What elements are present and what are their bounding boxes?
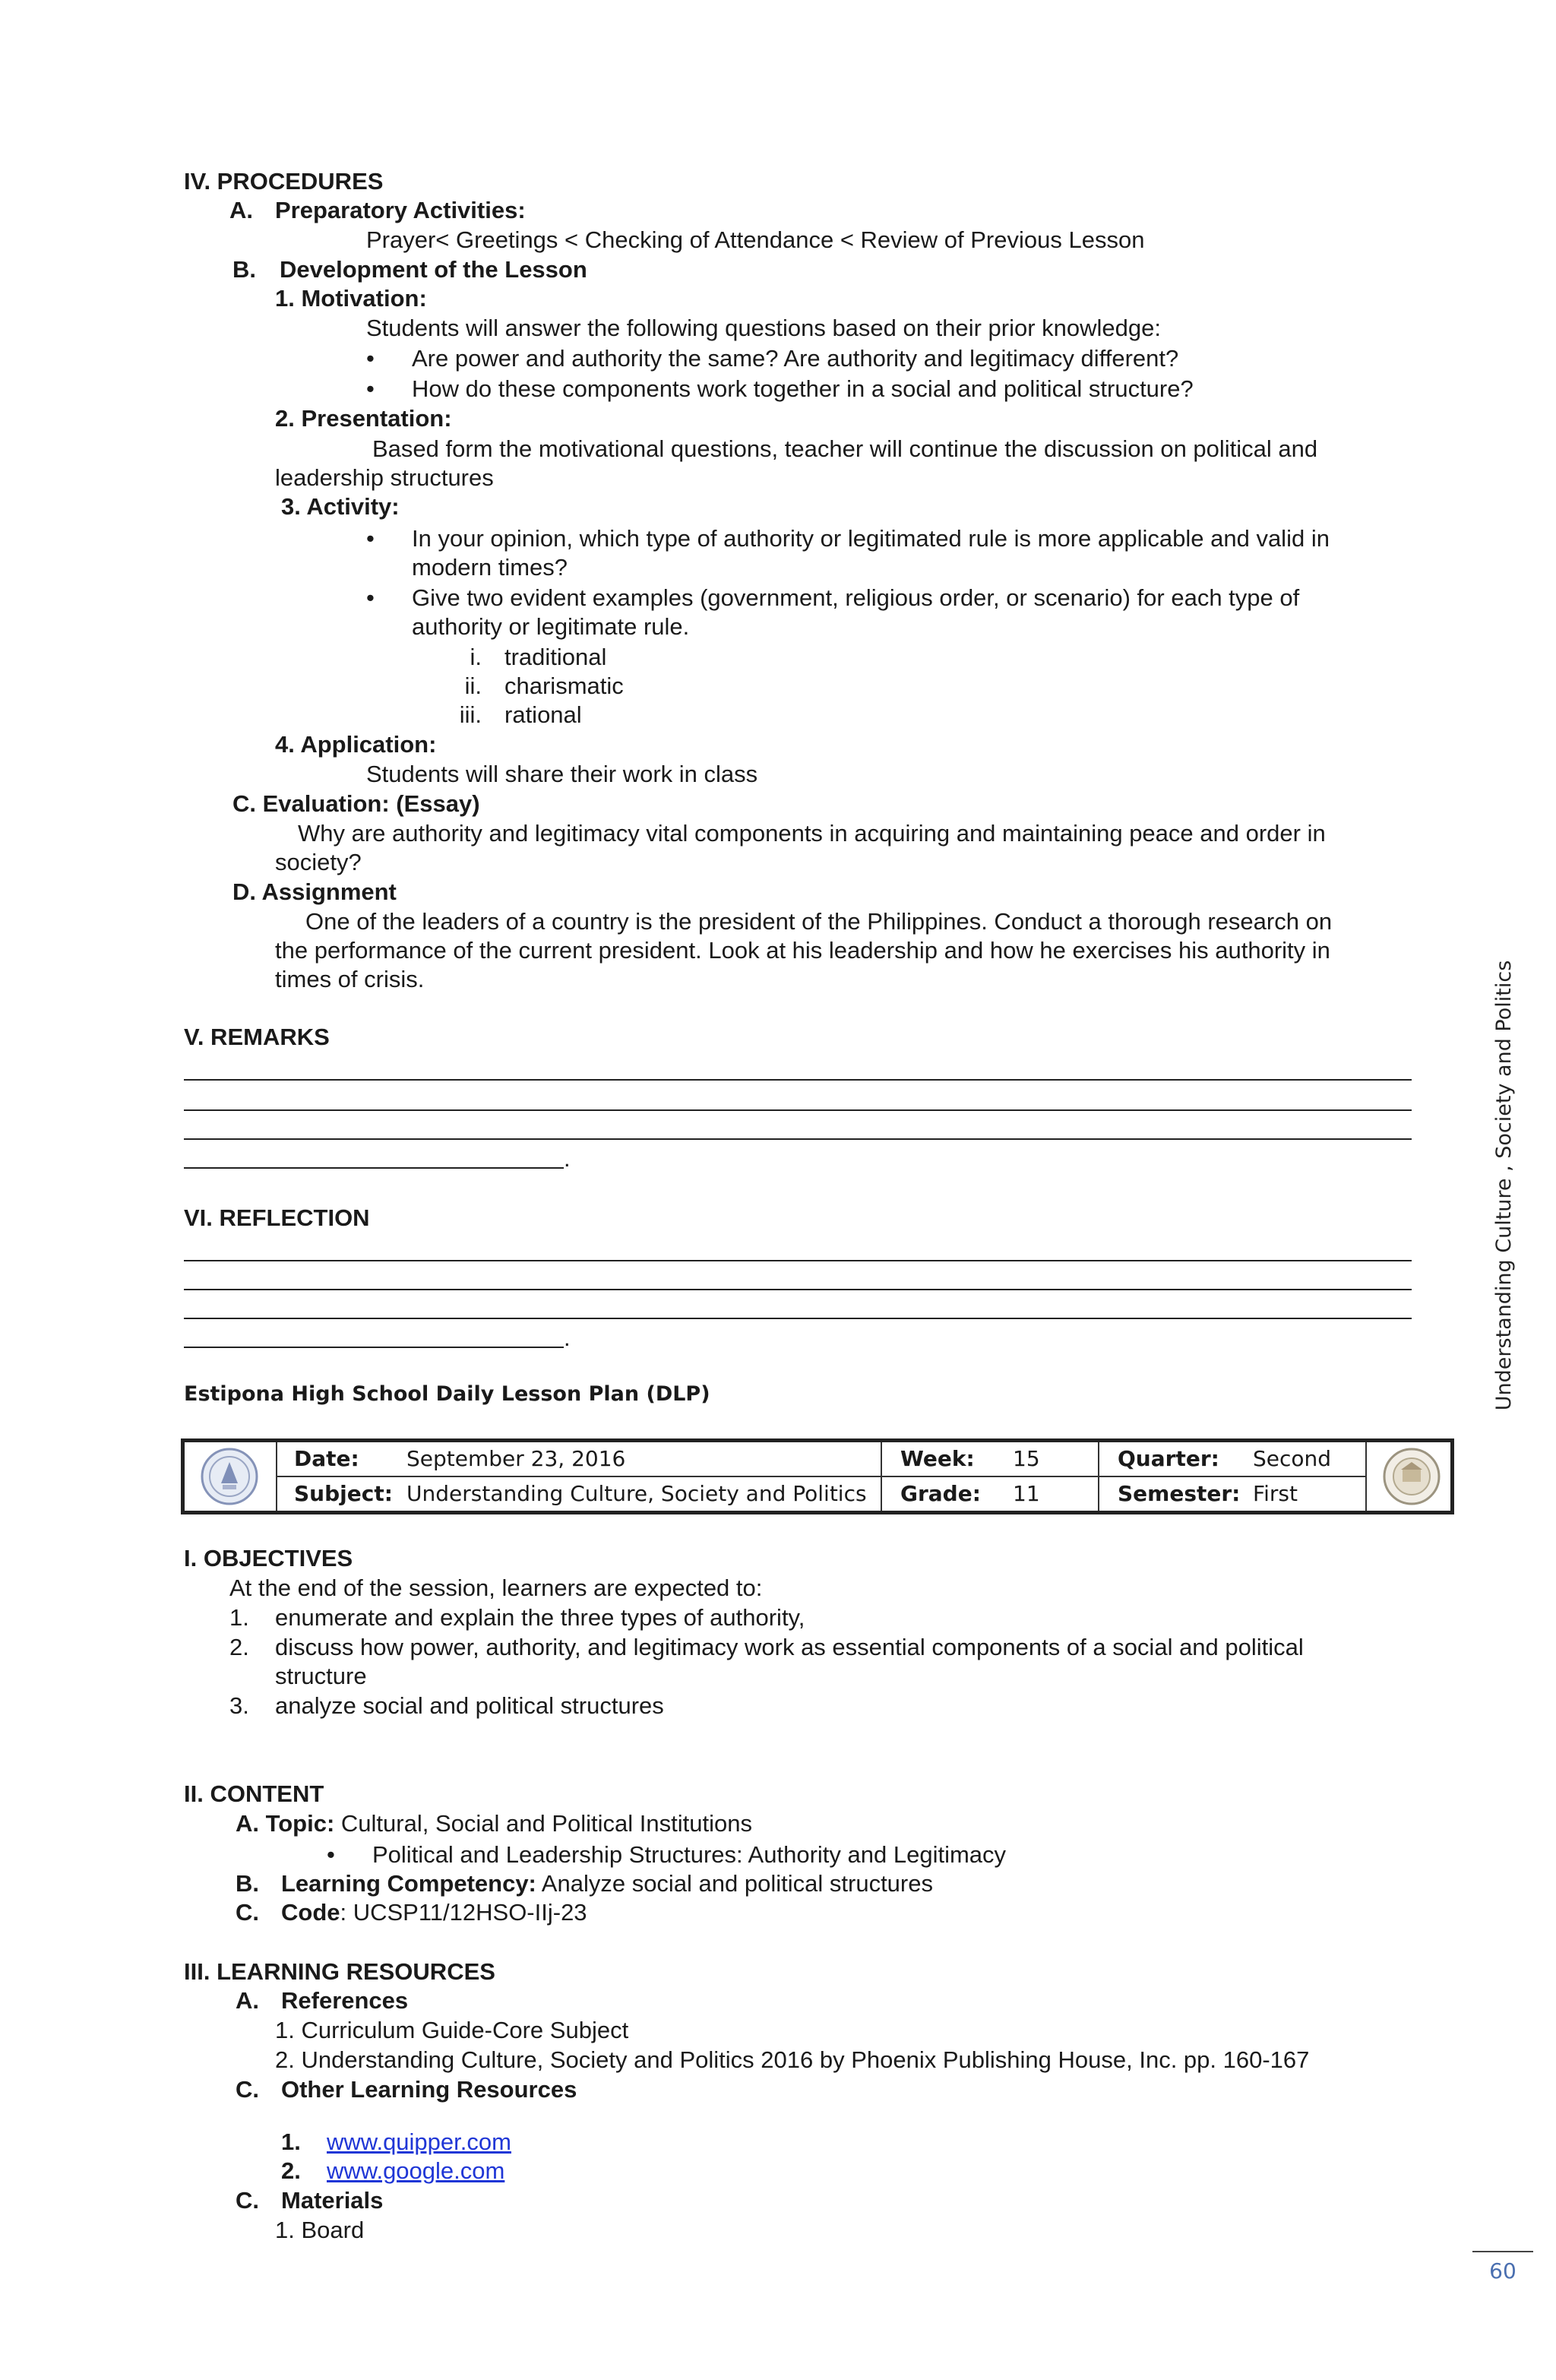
bullet-icon: • — [366, 345, 375, 372]
evaluation-text-line: Why are authority and legitimacy vital components in acquiring and maintaining peace and order in — [298, 820, 1326, 847]
objective-text: enumerate and explain the three types of authority, — [275, 1604, 805, 1631]
link-number: 1. — [281, 2128, 301, 2155]
week-value: 15 — [1013, 1446, 1040, 1471]
grade-value: 11 — [1013, 1481, 1040, 1506]
other-resources-title: Other Learning Resources — [281, 2076, 577, 2103]
remarks-heading: V. REMARKS — [184, 1024, 330, 1050]
remarks-line — [184, 1167, 564, 1169]
bullet-icon: • — [327, 1841, 335, 1868]
procedures-heading: IV. PROCEDURES — [184, 168, 384, 195]
evaluation-text-line: society? — [275, 849, 362, 875]
reference-item: 2. Understanding Culture, Society and Politics 2016 by Phoenix Publishing House, Inc. pp. 160-167 — [275, 2046, 1310, 2073]
authority-type: traditional — [504, 644, 607, 670]
application-text: Students will share their work in class — [366, 761, 758, 787]
assignment-text-line: times of crisis. — [275, 966, 425, 992]
week-label: Week: — [900, 1446, 975, 1471]
authority-type: charismatic — [504, 673, 624, 699]
assignment-text-line: One of the leaders of a country is the president of the Philippines. Conduct a thorough research on — [305, 908, 1333, 935]
presentation-text-line: Based form the motivational questions, teacher will continue the discussion on political and — [372, 435, 1318, 462]
dlp-title: Estipona High School Daily Lesson Plan (DLP) — [184, 1382, 710, 1406]
evaluation-title: C. Evaluation: (Essay) — [232, 790, 480, 817]
page-number: 60 — [1489, 2258, 1516, 2283]
application-title: 4. Application: — [275, 731, 437, 758]
objective-text: analyze social and political structures — [275, 1692, 664, 1719]
activity-title: 3. Activity: — [281, 493, 400, 520]
activity-question-line: modern times? — [412, 554, 568, 581]
preparatory-text: Prayer< Greetings < Checking of Attendance < Review of Previous Lesson — [366, 226, 1145, 253]
competency-label: Learning Competency: — [281, 1870, 536, 1897]
activity-question-line: authority or legitimate rule. — [412, 613, 690, 640]
objective-text: structure — [275, 1663, 367, 1689]
table-divider — [1365, 1442, 1367, 1511]
presentation-title: 2. Presentation: — [275, 405, 452, 432]
activity-question-line: In your opinion, which type of authority or legitimated rule is more applicable and valid in — [412, 525, 1330, 552]
materials-title: Materials — [281, 2187, 384, 2214]
activity-question-line: Give two evident examples (government, religious order, or scenario) for each type of — [412, 584, 1300, 611]
bullet-icon: • — [366, 375, 375, 402]
remarks-line — [184, 1079, 1412, 1081]
topic-label: A. Topic: — [236, 1810, 335, 1837]
motivation-title: 1. Motivation: — [275, 285, 427, 312]
roman-numeral: i. — [470, 644, 482, 670]
bullet-icon: • — [366, 584, 375, 611]
content-heading: II. CONTENT — [184, 1780, 324, 1807]
quarter-label: Quarter: — [1118, 1446, 1219, 1471]
materials-letter: C. — [236, 2187, 259, 2214]
competency-label-letter: B. — [236, 1870, 259, 1897]
quarter-value: Second — [1253, 1446, 1332, 1471]
objectives-intro: At the end of the session, learners are expected to: — [229, 1575, 763, 1601]
subject-value: Understanding Culture, Society and Politics — [406, 1481, 867, 1506]
deped-seal-icon — [200, 1447, 259, 1506]
date-label: Date: — [294, 1446, 359, 1471]
preparatory-label: A. — [229, 197, 253, 223]
development-label: B. — [232, 256, 256, 283]
link-number: 2. — [281, 2157, 301, 2184]
content-topic — [236, 1809, 752, 1838]
reference-item: 1. Curriculum Guide-Core Subject — [275, 2017, 629, 2043]
references-letter: A. — [236, 1987, 259, 2014]
topic-bullet: Political and Leadership Structures: Authority and Legitimacy — [372, 1841, 1007, 1868]
reflection-heading: VI. REFLECTION — [184, 1204, 370, 1231]
content-code — [281, 1898, 587, 1927]
development-title: Development of the Lesson — [280, 256, 587, 283]
reflection-line — [184, 1318, 1412, 1319]
reflection-line — [184, 1289, 1412, 1290]
bullet-icon: • — [366, 525, 375, 552]
authority-type: rational — [504, 701, 582, 728]
dlp-header-table — [181, 1438, 1454, 1514]
motivation-question: Are power and authority the same? Are authority and legitimacy different? — [412, 345, 1179, 372]
objective-number: 2. — [229, 1634, 249, 1660]
assignment-title: D. Assignment — [232, 878, 397, 905]
subject-label: Subject: — [294, 1481, 393, 1506]
assignment-text-line: the performance of the current president. Look at his leadership and how he exercises his authority in — [275, 937, 1330, 964]
sidebar-title: Understanding Culture , Society and Politics — [1492, 960, 1516, 1411]
content-competency — [281, 1869, 933, 1898]
preparatory-title: Preparatory Activities: — [275, 197, 526, 223]
competency-text: Analyze social and political structures — [536, 1870, 933, 1897]
code-label-letter: C. — [236, 1899, 259, 1926]
grade-label: Grade: — [900, 1481, 981, 1506]
resources-heading: III. LEARNING RESOURCES — [184, 1958, 495, 1985]
objective-number: 1. — [229, 1604, 249, 1631]
semester-label: Semester: — [1118, 1481, 1241, 1506]
material-item: 1. Board — [275, 2217, 365, 2243]
roman-numeral: ii. — [464, 673, 482, 699]
quipper-link[interactable]: www.quipper.com — [327, 2128, 511, 2155]
reflection-line — [184, 1347, 564, 1348]
school-seal-icon — [1382, 1447, 1441, 1506]
semester-value: First — [1253, 1481, 1298, 1506]
motivation-question: How do these components work together in a social and political structure? — [412, 375, 1194, 402]
presentation-text-line: leadership structures — [275, 464, 494, 491]
roman-numeral: iii. — [459, 701, 482, 728]
objectives-heading: I. OBJECTIVES — [184, 1545, 353, 1571]
date-value: September 23, 2016 — [406, 1446, 626, 1471]
table-divider — [276, 1476, 1365, 1477]
other-resources-letter: C. — [236, 2076, 259, 2103]
remarks-line — [184, 1138, 1412, 1140]
remarks-end: . — [564, 1145, 571, 1172]
topic-text: Cultural, Social and Political Institutions — [334, 1810, 752, 1837]
google-link[interactable]: www.google.com — [327, 2157, 505, 2184]
reflection-line — [184, 1260, 1412, 1261]
code-text: : UCSP11/12HSO-IIj-23 — [340, 1899, 587, 1926]
objective-text: discuss how power, authority, and legitimacy work as essential components of a social and political — [275, 1634, 1304, 1660]
reflection-end: . — [564, 1325, 571, 1351]
remarks-line — [184, 1109, 1412, 1111]
code-label: Code — [281, 1899, 340, 1926]
objective-number: 3. — [229, 1692, 249, 1719]
page-number-rule — [1472, 2251, 1533, 2252]
motivation-text: Students will answer the following questions based on their prior knowledge: — [366, 315, 1161, 341]
references-title: References — [281, 1987, 409, 2014]
